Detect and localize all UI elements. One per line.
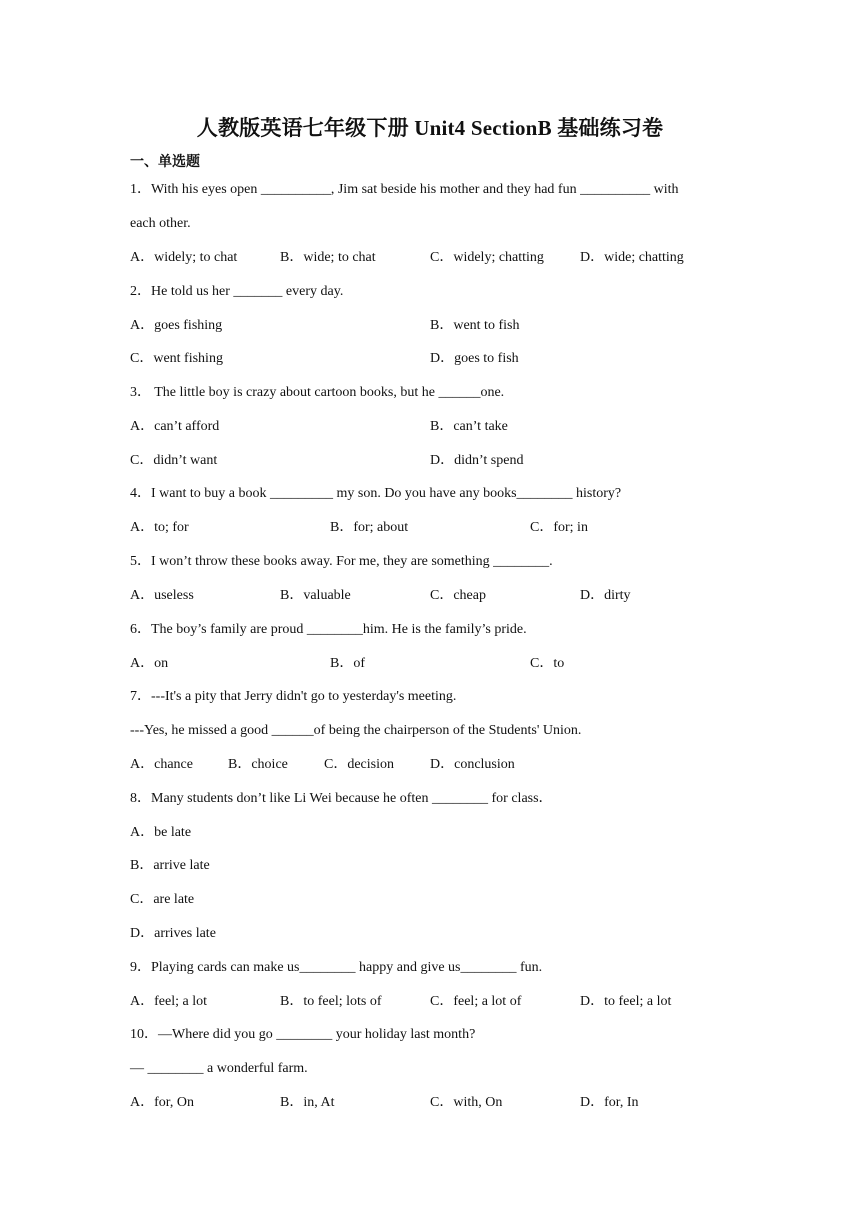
question-6-option-a: A．on xyxy=(130,656,169,671)
question-5-option-a: A．useless xyxy=(130,588,194,603)
question-7-stem: 7．---It's a pity that Jerry didn't go to yesterday's meeting. xyxy=(130,689,457,704)
question-9-option-d: D．to feel; a lot xyxy=(580,994,672,1009)
question-2-stem: 2．He told us her _______ every day. xyxy=(130,284,344,299)
question-9-stem: 9．Playing cards can make us________ happy and give us________ fun. xyxy=(130,960,543,975)
question-7-option-d: D．conclusion xyxy=(430,757,515,772)
question-10-option-a: A．for, On xyxy=(130,1095,194,1110)
question-7-option-c: C．decision xyxy=(324,757,394,772)
question-2-option-b: B．went to fish xyxy=(430,318,520,333)
question-1-option-c: C．widely; chatting xyxy=(430,250,544,265)
question-3-option-a: A．can’t afford xyxy=(130,419,220,434)
question-9-option-c: C．feel; a lot of xyxy=(430,994,522,1009)
question-1-stem: 1．With his eyes open __________, Jim sat beside his mother and they had fun __________ with xyxy=(130,182,679,197)
question-10-stem-cont: — ________ a wonderful farm. xyxy=(130,1061,308,1076)
question-10-option-d: D．for, In xyxy=(580,1095,639,1110)
question-7-option-b: B．choice xyxy=(228,757,288,772)
question-10-stem: 10．—Where did you go ________ your holiday last month? xyxy=(130,1027,476,1042)
question-9-option-a: A．feel; a lot xyxy=(130,994,207,1009)
question-6-stem: 6．The boy’s family are proud ________him. He is the family’s pride. xyxy=(130,622,527,637)
question-8-option-d: D．arrives late xyxy=(130,926,216,941)
question-4-option-a: A．to; for xyxy=(130,520,189,535)
question-5-option-d: D．dirty xyxy=(580,588,631,603)
section-heading: 一、单选题 xyxy=(130,154,200,170)
question-4-option-c: C．for; in xyxy=(530,520,588,535)
question-4-stem: 4．I want to buy a book _________ my son. Do you have any books________ history? xyxy=(130,486,622,501)
question-6-option-c: C．to xyxy=(530,656,565,671)
question-1-option-b: B．wide; to chat xyxy=(280,250,376,265)
question-5-option-c: C．cheap xyxy=(430,588,486,603)
question-1-option-d: D．wide; chatting xyxy=(580,250,684,265)
question-8-option-b: B．arrive late xyxy=(130,858,210,873)
question-2-option-d: D．goes to fish xyxy=(430,351,519,366)
question-3-option-b: B．can’t take xyxy=(430,419,508,434)
question-3-option-c: C．didn’t want xyxy=(130,453,218,468)
question-7-stem-cont: ---Yes, he missed a good ______of being the chairperson of the Students' Union. xyxy=(130,723,582,738)
question-2-option-a: A．goes fishing xyxy=(130,318,223,333)
question-10-option-b: B．in, At xyxy=(280,1095,335,1110)
question-5-stem: 5．I won’t throw these books away. For me, they are something ________. xyxy=(130,554,553,569)
question-3-option-d: D．didn’t spend xyxy=(430,453,524,468)
page-title: 人教版英语七年级下册 Unit4 SectionB 基础练习卷 xyxy=(196,116,664,140)
question-9-option-b: B．to feel; lots of xyxy=(280,994,382,1009)
question-8-stem: 8．Many students don’t like Li Wei because he often ________ for class． xyxy=(130,791,553,806)
question-1-option-a: A．widely; to chat xyxy=(130,250,238,265)
question-6-option-b: B．of xyxy=(330,656,365,671)
question-8-option-c: C．are late xyxy=(130,892,195,907)
question-2-option-c: C．went fishing xyxy=(130,351,223,366)
question-1-stem-cont: each other. xyxy=(130,216,191,231)
question-7-option-a: A．chance xyxy=(130,757,193,772)
question-3-stem: 3． The little boy is crazy about cartoon books, but he ______one. xyxy=(130,385,505,400)
question-10-option-c: C．with, On xyxy=(430,1095,503,1110)
question-8-option-a: A．be late xyxy=(130,825,192,840)
question-4-option-b: B．for; about xyxy=(330,520,409,535)
question-5-option-b: B．valuable xyxy=(280,588,351,603)
